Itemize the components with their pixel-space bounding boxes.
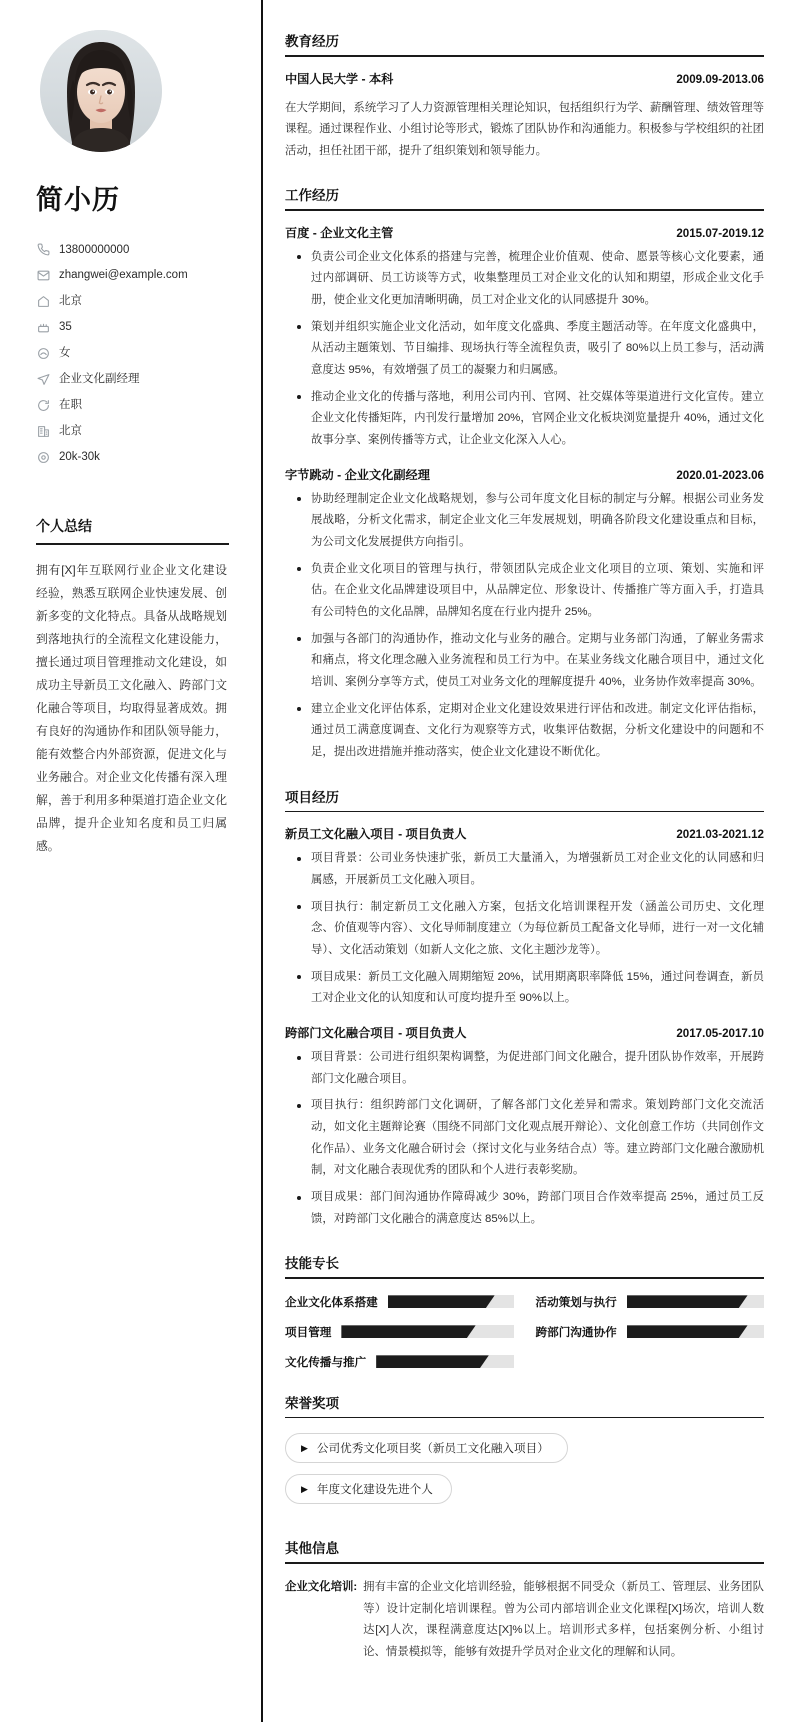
summary-section: [34, 516, 227, 858]
contact-list: [34, 237, 227, 470]
list-item: 负责企业文化项目的管理与执行，带领团队完成企业文化项目的立项、策划、实施和评估。在企业文化品牌建设项目中，从品牌定位、形象设计、传播推广等方面入手，打造具有公司特色的文化品牌，品牌知名度在行业内提升 25%。: [301, 559, 764, 624]
entry-title: 字节跳动 - 企业文化副经理: [285, 467, 430, 482]
list-item: 项目执行：组织跨部门文化调研，了解各部门文化差异和需求。策划跨部门文化交流活动，如文化主题辩论赛（围绕不同部门文化观点展开辩论）、文化创意工作坊（共同创作文化作品）、业务文化融合研讨会（探讨文化与业务结合点）等。建立跨部门文化融合激励机制，对文化融合表现优秀的团队和个人进行表彰奖励。: [301, 1095, 764, 1182]
home-icon: [36, 295, 50, 309]
contact-value: 企业文化副经理: [59, 373, 140, 386]
status-icon: [36, 399, 50, 413]
contact-age: [34, 315, 227, 341]
entry-title: 新员工文化融入项目 - 项目负责人: [285, 827, 467, 842]
entry-date: 2020.01-2023.06: [676, 468, 764, 482]
skill-label: 跨部门沟通协作: [535, 1325, 617, 1339]
section-title: 其他信息: [285, 1541, 339, 1557]
skill-progress-fill: [627, 1295, 748, 1308]
contact-value: 北京: [59, 295, 82, 308]
section-awards: [285, 1392, 764, 1516]
building-icon: [36, 425, 50, 439]
award-row: [285, 1433, 764, 1474]
section-title: 技能专长: [285, 1256, 339, 1272]
section-divider: [285, 1277, 764, 1279]
skill-progress-track: [376, 1355, 513, 1368]
contact-value: 20k-30k: [59, 451, 100, 463]
triangle-right-icon: ▶: [301, 1442, 308, 1453]
skill-row: [285, 1354, 514, 1370]
other-info-label: 企业文化培训:: [285, 1580, 358, 1593]
award-badge[interactable]: [285, 1474, 452, 1504]
section-title: 荣誉奖项: [285, 1395, 339, 1411]
entry-title: 中国人民大学 - 本科: [285, 71, 394, 86]
other-info-row: [285, 1577, 764, 1664]
contact-salary: [34, 445, 227, 471]
skill-progress-fill: [388, 1295, 495, 1308]
list-item: 加强与各部门的沟通协作，推动文化与业务的融合。定期与业务部门沟通，了解业务需求和痛点，将文化理念融入业务流程和员工行为中。在某业务线文化融合项目中，通过文化培训、案例分享等方式，使员工对业务文化的理解度提升 40%，业务协作效率提高 30%。: [301, 629, 764, 694]
skill-progress-fill: [376, 1355, 489, 1368]
entry-date: 2015.07-2019.12: [676, 226, 764, 240]
skill-progress-fill: [341, 1325, 475, 1338]
avatar: [40, 30, 162, 152]
list-item: 项目成果：部门间沟通协作障碍减少 30%，跨部门项目合作效率提高 25%，通过员工反馈，对跨部门文化融合的满意度达 85%以上。: [301, 1187, 764, 1230]
section-divider: [285, 1417, 764, 1419]
skill-progress-track: [627, 1325, 764, 1338]
section-title: 教育经历: [285, 34, 339, 49]
entry-header: [285, 825, 764, 842]
award-badge[interactable]: [285, 1433, 568, 1463]
skill-label: 文化传播与推广: [285, 1355, 367, 1369]
summary-title: 个人总结: [36, 518, 92, 535]
skill-row: [536, 1324, 765, 1340]
contact-position: [34, 367, 227, 393]
summary-text: 拥有[X]年互联网行业企业文化建设经验，熟悉互联网企业快速发展、创新多变的文化特点。具备从战略规划到落地执行的全流程文化建设能力，擅长通过项目管理推动文化建设，如成功主导新员工文化融入、跨部门文化融合等项目，均取得显著成效。拥有良好的沟通协作和团队领导能力，能有效整合内外部资源，促进文化与业务融合。对企业文化传播有深入理解，善于利用多种渠道打造企业文化品牌，提升企业知名度和员工归属感。: [36, 562, 227, 853]
list-item: 建立企业文化评估体系，定期对企业文化建设效果进行评估和改进。制定文化评估指标，通过员工满意度调查、文化行为观察等方式，收集评估数据，分析文化建设中的问题和不足，提出改进措施并推动落实，使企业文化建设不断优化。: [301, 699, 764, 764]
entry-title: 跨部门文化融合项目 - 项目负责人: [285, 1026, 467, 1041]
envelope-icon: [36, 269, 50, 283]
main-content: [263, 0, 794, 1722]
bullet-list: [285, 489, 764, 764]
salary-icon: [36, 450, 50, 464]
list-item: 协助经理制定企业文化战略规划，参与公司年度文化目标的制定与分解。根据公司业务发展战略，分析文化需求，制定企业文化三年发展规划，明确各阶段文化建设重点和目标，为公司文化发展提供方向指引。: [301, 489, 764, 554]
bullet-list: [285, 247, 764, 452]
section-projects: [285, 786, 764, 1231]
section-title: 工作经历: [285, 188, 339, 204]
avatar-photo: [40, 30, 162, 152]
contact-location: [34, 289, 227, 315]
contact-email: [34, 263, 227, 289]
skill-row: [285, 1324, 514, 1340]
award-label: 年度文化建设先进个人: [316, 1483, 433, 1497]
section-other-info: [285, 1537, 764, 1663]
list-item: 项目背景：公司进行组织架构调整，为促进部门间文化融合，提升团队协作效率，开展跨部门文化融合项目。: [301, 1047, 764, 1090]
other-info-value: 拥有丰富的企业文化培训经验，能够根据不同受众（新员工、管理层、业务团队等）设计定制化培训课程。曾为公司内部培训企业文化课程[X]场次，培训人数达[X]人次，课程满意度达[X]%以上。培训形式多样，包括案例分析、小组讨论、情景模拟等，能够有效提升学员对企业文化的理解和认同。: [363, 1580, 764, 1658]
skill-progress-track: [341, 1325, 513, 1338]
skills-grid: [285, 1292, 764, 1370]
section-divider: [285, 1562, 764, 1564]
list-item: 推动企业文化的传播与落地，利用公司内刊、官网、社交媒体等渠道进行文化宣传。建立企业文化传播矩阵，内刊发行量增加 20%，官网企业文化板块浏览量提升 40%，通过文化故事分享、案例传播等方式，让企业文化深入人心。: [301, 387, 764, 452]
contact-value: 在职: [59, 399, 82, 412]
summary-divider: [36, 543, 229, 545]
section-divider: [285, 811, 764, 813]
award-row: [285, 1474, 764, 1515]
entry-date: 2017.05-2017.10: [676, 1027, 764, 1041]
skill-label: 项目管理: [285, 1325, 332, 1339]
phone-icon: [36, 243, 50, 257]
triangle-right-icon: ▶: [301, 1483, 308, 1494]
project-entry: [285, 825, 764, 1010]
list-item: 项目背景：公司业务快速扩张，新员工大量涌入，为增强新员工对企业文化的认同感和归属感，开展新员工文化融入项目。: [301, 848, 764, 891]
skill-progress-track: [627, 1295, 764, 1308]
section-divider: [285, 55, 764, 57]
sidebar: [0, 0, 263, 1722]
skill-label: 活动策划与执行: [535, 1295, 617, 1309]
award-label: 公司优秀文化项目奖（新员工文化融入项目）: [316, 1442, 549, 1456]
contact-value: zhangwei@example.com: [59, 269, 188, 282]
contact-value: 北京: [59, 425, 82, 438]
contact-gender: [34, 341, 227, 367]
entry-date: 2009.09-2013.06: [676, 72, 764, 86]
skill-label: 企业文化体系搭建: [285, 1295, 378, 1309]
skill-row: [536, 1294, 765, 1310]
contact-value: 13800000000: [59, 243, 130, 256]
work-entry: [285, 224, 764, 452]
contact-phone: [34, 237, 227, 263]
entry-header: [285, 466, 764, 483]
entry-date: 2021.03-2021.12: [676, 828, 764, 842]
section-divider: [285, 209, 764, 211]
skill-progress-fill: [627, 1325, 748, 1338]
list-item: 项目成果：新员工文化融入周期缩短 20%，试用期离职率降低 15%，通过问卷调查，新员工对企业文化的认知度和认可度均提升至 90%以上。: [301, 967, 764, 1010]
skill-progress-track: [388, 1295, 514, 1308]
section-education: [285, 30, 764, 162]
entry-header: [285, 70, 764, 87]
bullet-list: [285, 848, 764, 1010]
section-skills: [285, 1252, 764, 1370]
education-entry: [285, 70, 764, 163]
entry-description: 在大学期间，系统学习了人力资源管理相关理论知识，包括组织行为学、薪酬管理、绩效管理等课程。通过课程作业、小组讨论等形式，锻炼了团队协作和沟通能力。积极参与学校组织的社团活动，担任社团干部，提升了组织策划和领导能力。: [285, 101, 764, 157]
career-icon: [36, 373, 50, 387]
skill-row: [285, 1294, 514, 1310]
work-entry: [285, 466, 764, 764]
gender-icon: [36, 347, 50, 361]
section-work: [285, 184, 764, 764]
section-title: 项目经历: [285, 789, 339, 805]
list-item: 项目执行：制定新员工文化融入方案，包括文化培训课程开发（涵盖公司历史、文化理念、价值观等内容）、文化导师制度建立（为每位新员工配备文化导师，进行一对一文化辅导）、文化活动策划（如新人文化之旅、文化主题沙龙等）。: [301, 897, 764, 962]
awards-list: [285, 1431, 764, 1515]
contact-workplace: [34, 419, 227, 445]
age-icon: [36, 321, 50, 335]
page-title: 简小历: [36, 185, 120, 215]
entry-title: 百度 - 企业文化主管: [285, 225, 394, 240]
list-item: 策划并组织实施企业文化活动，如年度文化盛典、季度主题活动等。在年度文化盛典中，从活动主题策划、节目编排、现场执行等全流程负责，吸引了 80%以上员工参与，活动满意度达 95%，有效增强了员工的凝聚力和归属感。: [301, 317, 764, 382]
contact-value: 35: [59, 321, 72, 334]
contact-value: 女: [59, 347, 71, 360]
list-item: 负责公司企业文化体系的搭建与完善，梳理企业价值观、使命、愿景等核心文化要素，通过内部调研、员工访谈等方式，收集整理员工对企业文化的认知和期望，形成企业文化手册，使企业文化更加清晰明确，员工对企业文化的认同感提升 30%。: [301, 247, 764, 312]
project-entry: [285, 1024, 764, 1230]
contact-status: [34, 393, 227, 419]
entry-header: [285, 224, 764, 241]
entry-header: [285, 1024, 764, 1041]
bullet-list: [285, 1047, 764, 1230]
